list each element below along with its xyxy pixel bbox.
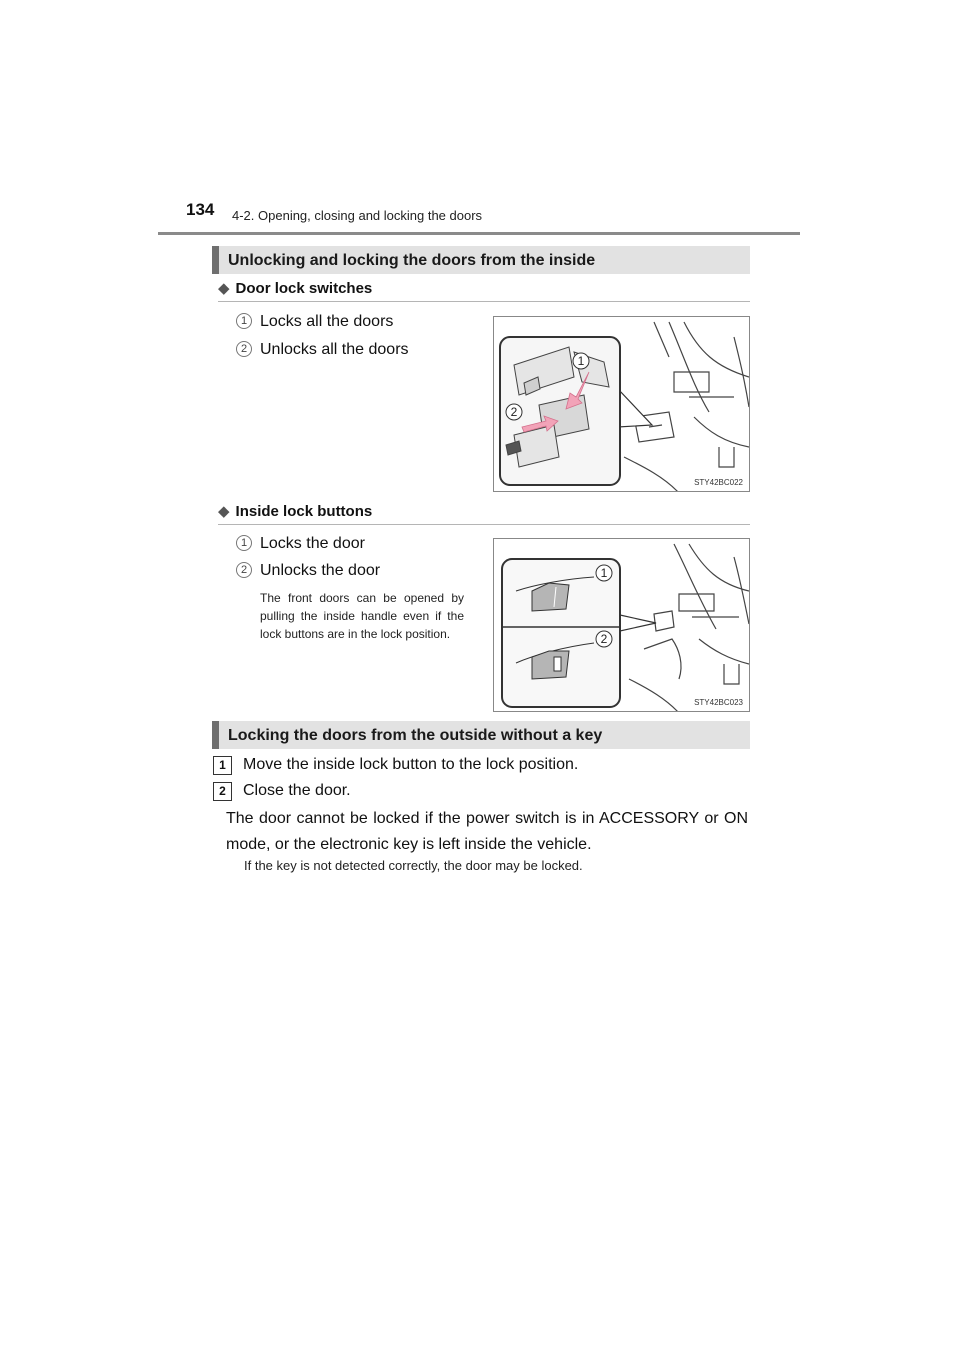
step-text: Close the door. <box>243 782 351 799</box>
running-head: 4-2. Opening, closing and locking the doors <box>232 208 483 223</box>
section-title-outside <box>212 721 750 749</box>
subheading-text: Door lock switches <box>235 280 373 297</box>
inside-lock-button-illustration <box>493 538 750 712</box>
section-title-text: Locking the doors from the outside without a key <box>228 727 603 744</box>
item-number-circle: 1 <box>236 535 252 551</box>
callout-1: 1 <box>577 354 585 368</box>
step-number-box: 2 <box>213 782 232 801</box>
door-lock-switch-illustration <box>493 316 750 492</box>
item-text: Locks the door <box>260 535 365 552</box>
figure-code: STY42BC023 <box>694 698 743 707</box>
header-rule <box>158 232 800 235</box>
item-text: Unlocks the door <box>260 562 381 579</box>
callout-2: 2 <box>600 632 608 646</box>
lock-button-note: The front doors can be opened by pulling the inside handle even if the lock buttons are in the lock position. <box>260 591 464 641</box>
subheading-door-lock-switches <box>218 279 372 297</box>
body-paragraph: The door cannot be locked if the power switch is in ACCESSORY or ON mode, or the electronic key is left inside the vehicle. <box>226 810 748 853</box>
diamond-icon: ◆ <box>218 503 230 520</box>
callout-1: 1 <box>600 566 608 580</box>
item-number-circle: 2 <box>236 341 252 357</box>
callout-2: 2 <box>510 405 518 419</box>
section-title-inside <box>212 246 750 274</box>
figure-code: STY42BC022 <box>694 478 743 487</box>
lock-button-drawing <box>494 539 750 712</box>
item-number-circle: 2 <box>236 562 252 578</box>
subheading-text: Inside lock buttons <box>235 503 373 520</box>
diamond-icon: ◆ <box>218 280 230 297</box>
page-number: 134 <box>186 200 215 219</box>
subheading-inside-lock-buttons <box>218 502 372 520</box>
step-text: Move the inside lock button to the lock position. <box>243 756 579 773</box>
small-note: If the key is not detected correctly, the door may be locked. <box>244 858 583 873</box>
section-title-text: Unlocking and locking the doors from the inside <box>228 252 596 269</box>
item-text: Locks all the doors <box>260 313 394 330</box>
step-number-box: 1 <box>213 756 232 775</box>
item-text: Unlocks all the doors <box>260 341 409 358</box>
item-number-circle: 1 <box>236 313 252 329</box>
door-switch-drawing <box>494 317 750 492</box>
subheading-rule <box>218 524 750 525</box>
subheading-rule <box>218 301 750 302</box>
